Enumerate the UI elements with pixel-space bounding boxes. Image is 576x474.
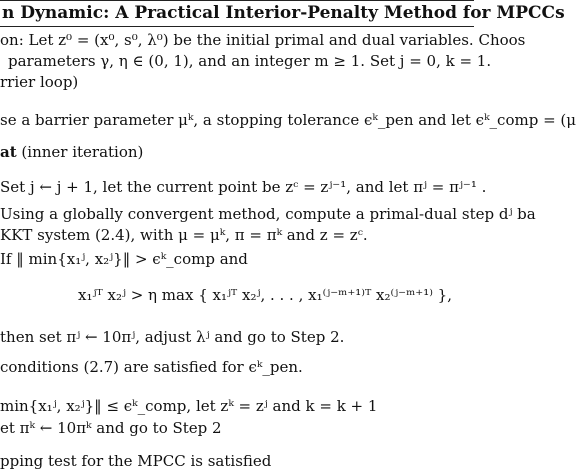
line-step1: Set j ← j + 1, let the current point be zᶜ = zʲ⁻¹, and let πʲ = πʲ⁻¹ . (0, 178, 487, 196)
line-then-set: then set πʲ ← 10πʲ, adjust λʲ and go to Step 2. (0, 328, 345, 346)
line-initialization: on: Let z⁰ = (x⁰, s⁰, λ⁰) be the initial primal and dual variables. Choos (0, 31, 526, 49)
line-barrier-loop: rrier loop) (0, 73, 79, 91)
line-repeat (0, 143, 143, 161)
line-conditions-satisfied: conditions (2.7) are satisfied for ϵᵏ_pen. (0, 358, 303, 376)
top-rule (0, 0, 474, 1)
line-kkt-system: KKT system (2.4), with μ = μᵏ, π = πᵏ and z = zᶜ. (0, 226, 368, 244)
line-step3-condition: If ‖ min{x₁ʲ, x₂ʲ}‖ > ϵᵏ_comp and (0, 250, 248, 268)
line-outer-check: min{x₁ʲ, x₂ʲ}‖ ≤ ϵᵏ_comp, let zᵏ = zʲ and k = k + 1 (0, 397, 378, 415)
title-rule (0, 26, 474, 27)
inner-iteration-label: (inner iteration) (16, 143, 144, 161)
line-parameters: parameters γ, η ∈ (0, 1), and an integer m ≥ 1. Set j = 0, k = 1. (8, 52, 492, 70)
line-stopping-test: pping test for the MPCC is satisfied (0, 452, 272, 470)
line-choose-barrier: se a barrier parameter μᵏ, a stopping tolerance ϵᵏ_pen and let ϵᵏ_comp = (μ (0, 111, 576, 129)
repeat-keyword: at (0, 143, 17, 161)
line-step2: Using a globally convergent method, compute a primal-dual step dʲ ba (0, 205, 536, 223)
line-increase-penalty: et πᵏ ← 10πᵏ and go to Step 2 (0, 419, 222, 437)
algorithm-title: n Dynamic: A Practical Interior-Penalty Method for MPCCs (2, 3, 565, 23)
line-display-inequality: x₁ʲᵀ x₂ʲ > η max { x₁ʲᵀ x₂ʲ, . . . , x₁⁽ʲ⁻ᵐ⁺¹⁾ᵀ x₂⁽ʲ⁻ᵐ⁺¹⁾ }, (78, 286, 452, 304)
